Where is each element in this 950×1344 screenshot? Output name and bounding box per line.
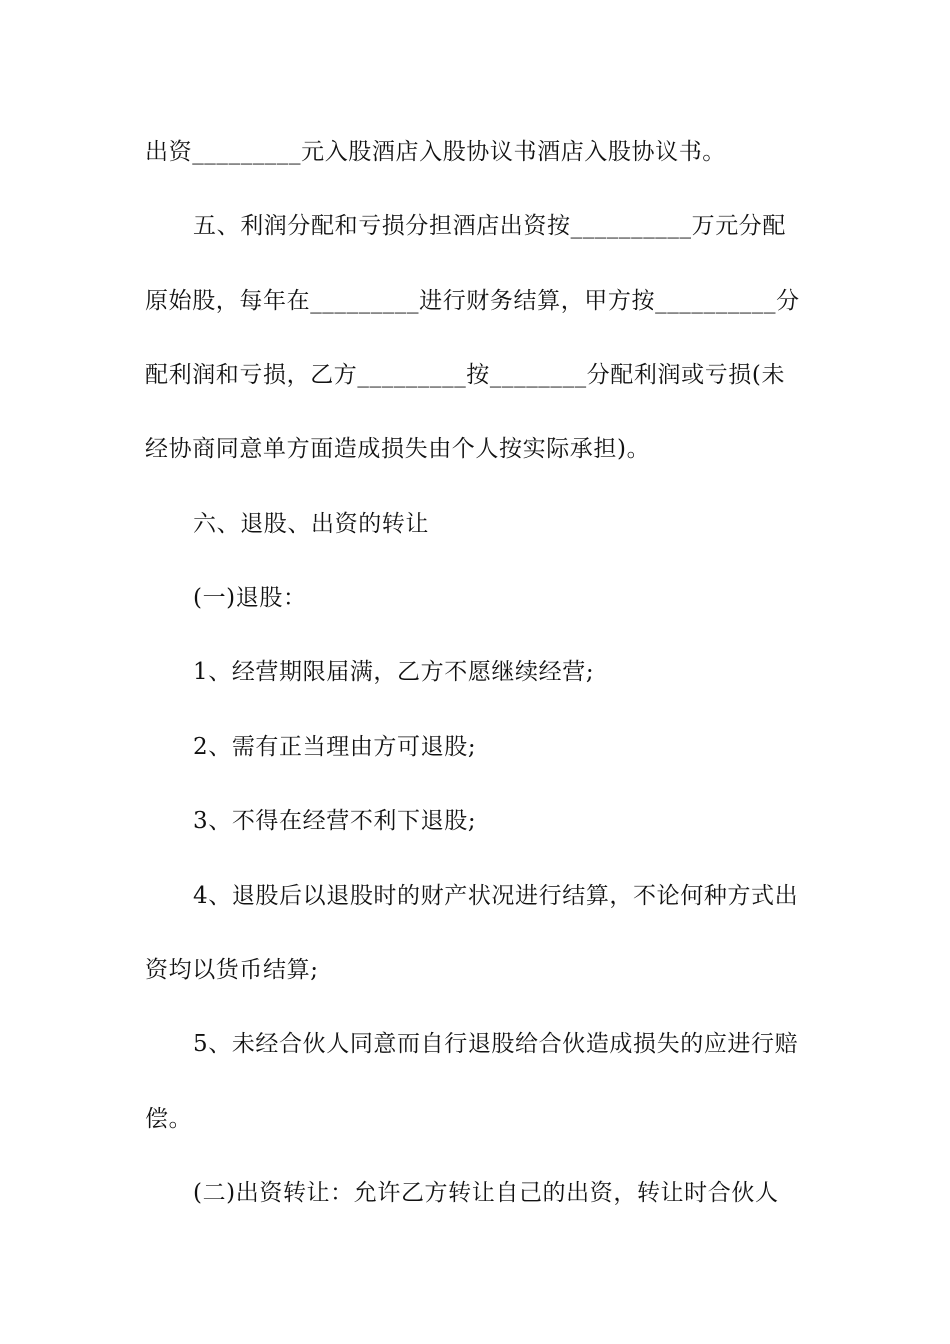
subsection-heading-2: (二)出资转让：允许乙方转让自己的出资，转让时合伙人 [193, 1180, 779, 1206]
list-item-5-continued: 偿。 [145, 1106, 193, 1132]
section-heading-6: 六、退股、出资的转让 [193, 511, 429, 537]
list-item-3: 3、不得在经营不利下退股; [193, 808, 477, 834]
list-item-4: 4、退股后以退股时的财产状况进行结算，不论何种方式出 [193, 883, 799, 909]
list-item-4-continued: 资均以货币结算; [145, 957, 319, 983]
paragraph-line-1: 出资_________元入股酒店入股协议书酒店入股协议书。 [145, 139, 726, 165]
paragraph-line-2: 五、利润分配和亏损分担酒店出资按__________万元分配 [193, 213, 786, 239]
list-item-1: 1、经营期限届满，乙方不愿继续经营; [193, 659, 595, 685]
subsection-heading-1: (一)退股： [193, 585, 307, 611]
paragraph-line-4: 配利润和亏损，乙方_________按________分配利润或亏损(未 [145, 362, 786, 388]
paragraph-line-3: 原始股，每年在_________进行财务结算，甲方按__________分 [145, 288, 800, 314]
list-item-5: 5、未经合伙人同意而自行退股给合伙造成损失的应进行赔 [193, 1031, 799, 1057]
paragraph-line-5: 经协商同意单方面造成损失由个人按实际承担)。 [145, 436, 651, 462]
list-item-2: 2、需有正当理由方可退股; [193, 734, 477, 760]
